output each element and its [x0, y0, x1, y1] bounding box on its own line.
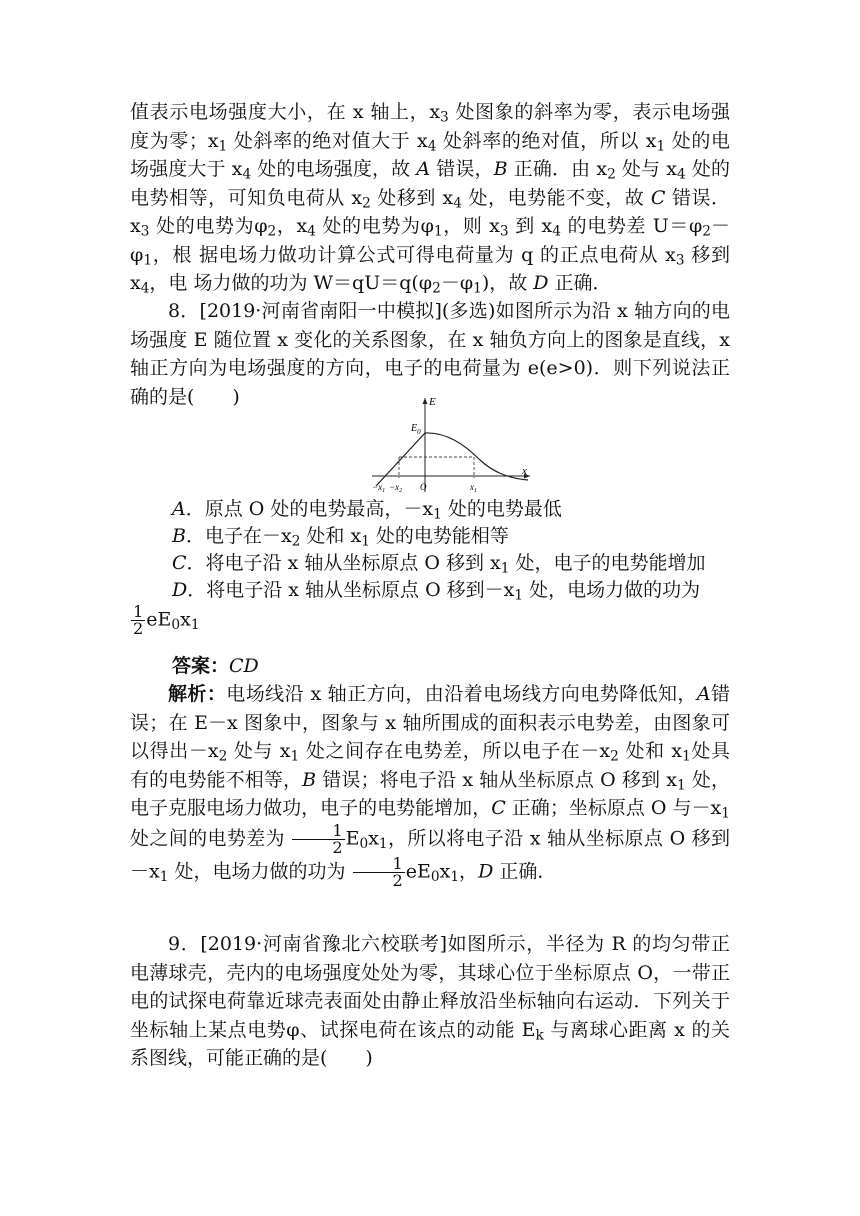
denominator: 2: [392, 870, 403, 890]
subscript: 4: [677, 166, 686, 183]
subscript: 1: [450, 868, 460, 885]
option-text: ．将电子沿 x 轴从坐标原点 O 移到 x: [186, 552, 501, 574]
option-text: 处和 x: [300, 525, 362, 547]
option-letter: D: [172, 579, 188, 601]
text: 错误，: [430, 158, 494, 180]
answer-label: 答案：: [172, 655, 230, 677]
question-source: [2019·河南省南阳一中模拟]: [199, 300, 442, 322]
option-text: ．将电子沿 x 轴从坐标原点 O 移到－x: [187, 579, 515, 601]
answer-value: CD: [229, 655, 259, 677]
option-text: 处，电场力做的功为: [523, 579, 701, 601]
subscript: 3: [675, 251, 685, 268]
option-text: 处的电势能相等: [369, 525, 509, 547]
text: 处，电场力做的功为: [168, 860, 352, 883]
denominator: 2: [332, 837, 343, 857]
option-c: [172, 549, 706, 577]
option-text: ．原点 O 处的电势最高，－x: [185, 498, 434, 520]
text: 处移到 x: [370, 186, 454, 209]
text: 处的电势为φ: [315, 215, 434, 237]
y-axis-label: E: [429, 396, 436, 408]
subscript: 1: [433, 506, 442, 523]
text: 处的电势为φ: [156, 215, 268, 237]
option-d-cont: [130, 604, 200, 637]
text: 处，电势能不变，故: [461, 186, 651, 209]
subscript: 3: [440, 109, 449, 126]
e-x-graph-figure: [368, 394, 534, 496]
previous-explanation: [130, 98, 730, 298]
text: 处与 x: [615, 158, 678, 180]
subscript: 1: [682, 748, 691, 765]
subscript: 1: [290, 748, 300, 765]
subscript: 1: [378, 835, 388, 852]
tick-x1: [469, 482, 477, 494]
option-ref: B: [302, 768, 317, 791]
subscript: 3: [499, 223, 509, 240]
text: 正确．由 x: [507, 158, 608, 180]
subscript: 0: [171, 617, 181, 634]
option-b: [172, 522, 509, 550]
text: 移到 x: [130, 243, 731, 294]
text: eE: [405, 860, 431, 883]
tick-text: x: [470, 482, 474, 492]
text: 电势相等，可知负电荷从 x: [130, 186, 363, 209]
text: 处之间的电势差为: [130, 827, 292, 850]
text: 电场线沿 x 轴正方向，由沿着电场线方向电势降低知，: [226, 683, 697, 705]
option-letter: B: [172, 525, 186, 547]
text: 处和 x: [618, 740, 683, 762]
tick-neg-x1: [372, 482, 385, 494]
e0-label: [410, 423, 421, 436]
text: 处的电: [665, 129, 731, 152]
tick-sub: 1: [474, 488, 477, 494]
text: ，电: [149, 272, 188, 294]
text: 正确；坐标原点 O 与－x: [505, 797, 722, 819]
subscript: 4: [242, 166, 252, 183]
subscript: 4: [140, 280, 150, 297]
subscript: 0: [359, 835, 369, 852]
subscript: 3: [140, 223, 150, 240]
tick-neg-x2: [389, 482, 402, 494]
option-ref: D: [533, 272, 549, 294]
subscript: 1: [159, 868, 169, 885]
subscript: 4: [453, 194, 462, 211]
subscript: 1: [514, 587, 524, 604]
text: 处，电子克服电场力做功，电子的电势能增加，: [130, 768, 730, 819]
option-text: ．电子在－x: [185, 525, 292, 547]
fraction-half: [292, 820, 344, 857]
tick-sub: 2: [399, 488, 403, 494]
question-number: 9．: [168, 933, 201, 955]
text: 错误；将电子沿 x 轴从坐标原点 O 移到 x: [316, 768, 677, 791]
text: 到 x: [508, 215, 553, 237]
option-ref: D: [478, 860, 494, 883]
subscript: 1: [190, 617, 200, 634]
text: x: [368, 827, 379, 850]
subscript: 2: [362, 194, 371, 211]
text: 错误；在 E－x 图象中，图象与 x 轴所围成的面积表示电势差，由图象可以得出－x: [130, 683, 730, 762]
text: 正确．: [548, 272, 612, 294]
option-ref: C: [650, 186, 666, 209]
question-text: 与离球心距离 x 的关系图线，可能正确的是( ): [130, 1018, 730, 1069]
option-letter: C: [172, 552, 187, 574]
text: 错误．x: [130, 186, 730, 237]
text: 处的: [685, 158, 730, 180]
text: 度为零；x: [130, 129, 219, 152]
text: 正确．: [493, 860, 557, 883]
subscript: 1: [361, 533, 370, 550]
text: －φ: [440, 272, 474, 294]
subscript: 1: [433, 223, 443, 240]
analysis-block: [130, 680, 730, 889]
subscript: 2: [267, 223, 277, 240]
text: 值表示电场强度大小，在 x 轴上，x: [130, 101, 441, 123]
option-ref: A: [416, 158, 431, 180]
option-text: 处的电势最低: [441, 498, 562, 520]
text: 处斜率的绝对值大于 x: [227, 129, 428, 152]
option-d: [172, 576, 700, 604]
x-axis-label: x: [522, 465, 527, 477]
subscript: 0: [430, 868, 440, 885]
option-text: eE: [146, 608, 172, 631]
text: 的电势差 U＝φ: [560, 215, 703, 237]
option-text: x: [180, 608, 191, 631]
text: ，根: [152, 243, 193, 266]
text: 场力做的功为 W＝qU＝q(φ: [193, 272, 433, 294]
y-axis-arrow: [423, 398, 428, 404]
text: 处斜率的绝对值，所以 x: [436, 129, 657, 152]
text: 据电场力做功计算公式可得电荷量为 q 的正点电荷从 x: [198, 243, 676, 266]
tick-origin: O: [420, 482, 427, 492]
subscript: 1: [677, 776, 686, 793]
text: x: [439, 860, 451, 883]
option-text: 处，电子的电势能增加: [509, 552, 706, 574]
subscript: 2: [218, 748, 228, 765]
tick-text: −x: [389, 482, 400, 492]
text: ，所以将电子沿 x 轴从坐标原点 O 移到－x: [130, 827, 730, 883]
subscript: 1: [473, 280, 482, 297]
fraction-half: [131, 604, 145, 637]
text: －φ: [130, 215, 731, 266]
subscript: 4: [427, 137, 437, 154]
option-a: [172, 495, 562, 523]
numerator: 1: [133, 602, 144, 621]
option-ref: A: [696, 683, 711, 705]
tick-sub: 1: [382, 488, 386, 494]
question-9-stem: [130, 930, 730, 1073]
subscript: 1: [218, 137, 228, 154]
analysis-label: 解析：: [168, 683, 227, 705]
text: ，x: [276, 215, 308, 237]
subscript: 2: [607, 166, 616, 183]
subscript: 1: [143, 251, 153, 268]
subscript: 1: [656, 137, 666, 154]
e0-subscript: 0: [417, 428, 421, 436]
text: 处具有的电势能不相等，: [130, 740, 731, 791]
answer-line: [172, 652, 259, 680]
text: )，故: [481, 272, 534, 294]
text: ，: [459, 860, 479, 883]
subscript: 4: [552, 223, 561, 240]
e0-text: E: [411, 423, 418, 434]
subscript: 1: [500, 560, 510, 577]
numerator: 1: [292, 823, 344, 840]
option-ref: B: [493, 158, 508, 180]
subscript: k: [535, 1026, 544, 1043]
text: 处与 x: [227, 740, 291, 762]
text: 处图象的斜率为零，表示电场强: [448, 101, 730, 123]
text: 处之间存在电势差，所以电子在－x: [299, 740, 611, 762]
text: 处的电场强度，故: [251, 158, 417, 180]
text: E: [345, 827, 360, 850]
subscript: 2: [702, 223, 711, 240]
fraction-half: [353, 853, 405, 890]
subscript: 4: [307, 223, 316, 240]
question-number: 8．: [168, 300, 200, 322]
subscript: 2: [432, 280, 441, 297]
subscript: 2: [291, 533, 301, 550]
tick-text: −x: [372, 482, 383, 492]
option-letter: A: [172, 498, 186, 520]
question-source: [2019·河南省豫北六校联考]: [200, 933, 447, 955]
question-text: 如图所示，半径为 R 的均匀带正电薄球壳，壳内的电场强度处处为零，其球心位于坐标原点 O，一带正电的试探电荷靠近球壳表面处由静止释放沿坐标轴向右运动．下列关于坐标轴上某点电势φ、试探电荷在该点的动能 E: [130, 933, 730, 1041]
denominator: 2: [133, 619, 144, 639]
text: 场强度大于 x: [130, 158, 243, 180]
question-text: (多选)如图所示为沿 x 轴方向的电场强度 E 随位置 x 变化的关系图象，在 x 轴负方向上的图象是直线，x 轴正方向为电场强度的方向，电子的电荷量为 e(e>0)．则下列说法正确的是( ): [130, 300, 730, 408]
subscript: 1: [721, 805, 730, 822]
numerator: 1: [353, 856, 405, 873]
subscript: 2: [610, 748, 619, 765]
option-ref: C: [491, 797, 506, 819]
text: ，则 x: [442, 215, 500, 237]
